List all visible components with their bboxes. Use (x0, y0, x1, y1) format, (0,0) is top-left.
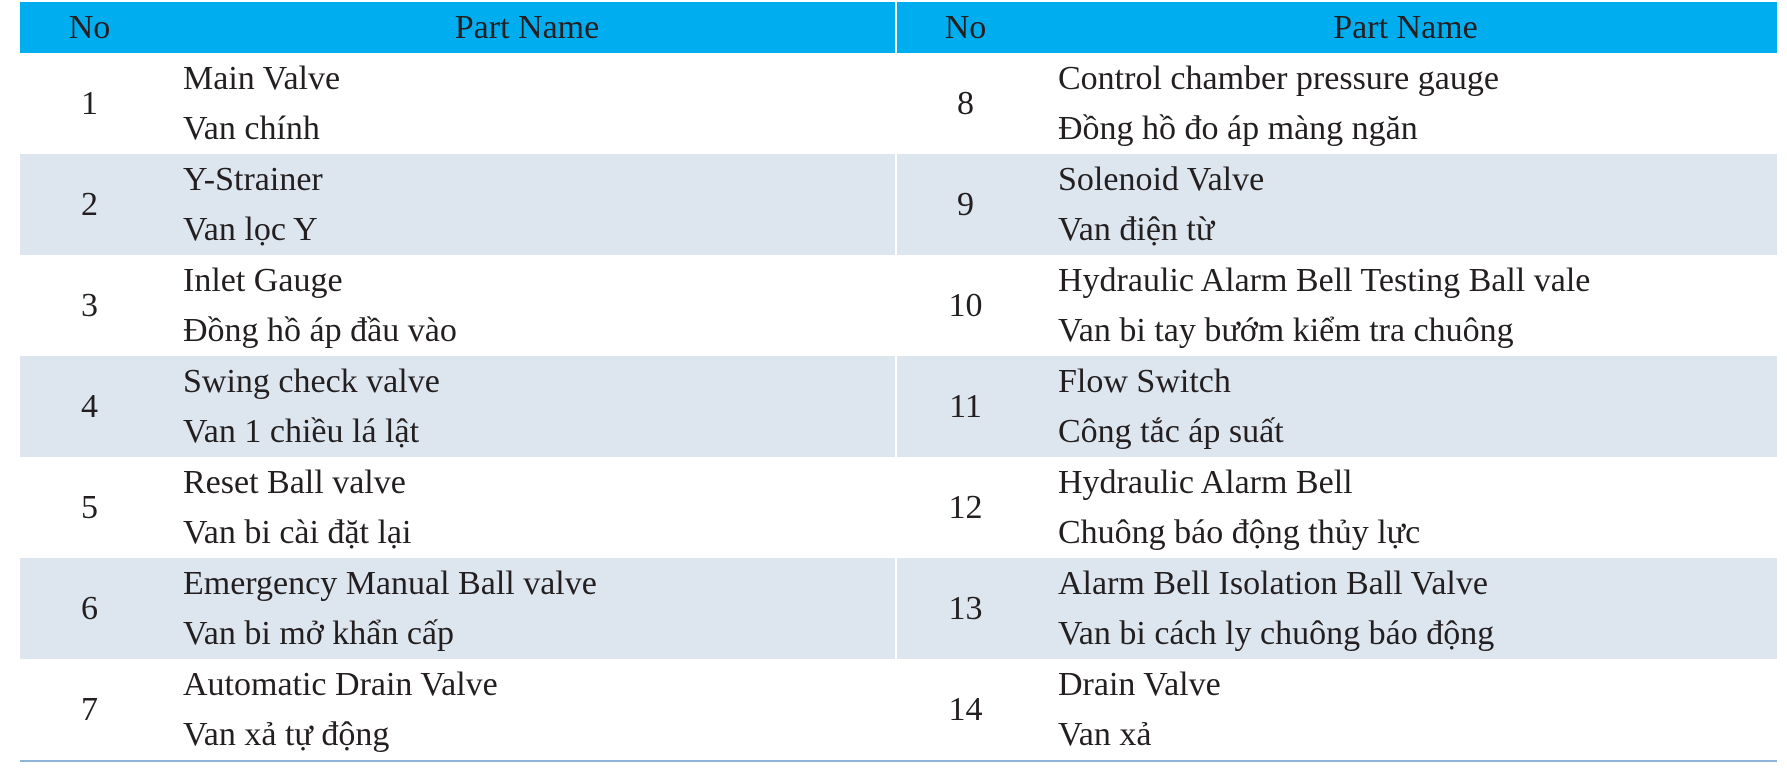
row-number: 5 (81, 488, 98, 526)
part-name-cell (1034, 53, 1777, 154)
header-no-right: No (896, 2, 1034, 53)
parts-table-container (20, 2, 1777, 762)
part-name-vietnamese: Đồng hồ áp đầu vào (183, 311, 457, 349)
part-name-cell (1034, 356, 1777, 457)
row-number: 12 (948, 488, 983, 526)
part-name-cell (159, 255, 896, 356)
part-name-cell (159, 659, 896, 761)
part-name-english: Hydraulic Alarm Bell (1058, 463, 1353, 501)
row-number: 8 (957, 84, 974, 122)
part-name-vietnamese: Van bi cài đặt lại (183, 513, 412, 551)
part-name-vietnamese: Van bi cách ly chuông báo động (1058, 614, 1495, 652)
part-name-english: Y-Strainer (183, 160, 323, 198)
row-number: 10 (948, 286, 983, 324)
part-name-cell (159, 154, 896, 255)
part-name-vietnamese: Van chính (183, 109, 320, 147)
part-name-vietnamese: Van xả tự động (183, 715, 390, 753)
part-name-vietnamese: Van bi tay bướm kiểm tra chuông (1058, 311, 1514, 349)
part-name-vietnamese: Van bi mở khẩn cấp (183, 614, 455, 652)
header-part-name-left: Part Name (159, 2, 896, 53)
part-name-cell (159, 457, 896, 558)
part-name-english: Hydraulic Alarm Bell Testing Ball vale (1058, 261, 1591, 299)
table-row (20, 53, 1777, 154)
part-name-vietnamese: Đồng hồ đo áp màng ngăn (1058, 109, 1418, 147)
parts-table (20, 2, 1777, 762)
table-row (20, 356, 1777, 457)
row-number: 7 (20, 659, 159, 761)
header-no-left: No (20, 2, 159, 53)
header-part-name-right: Part Name (1034, 2, 1777, 53)
part-name-english: Drain Valve (1058, 665, 1221, 703)
row-number: 4 (20, 356, 159, 457)
part-name-cell (1034, 154, 1777, 255)
part-name-vietnamese: Công tắc áp suất (1058, 412, 1284, 450)
part-name-cell (159, 558, 896, 659)
part-name-cell (1034, 255, 1777, 356)
row-number: 1 (81, 84, 98, 122)
part-name-cell (159, 356, 896, 457)
row-number: 6 (20, 558, 159, 659)
part-name-english: Inlet Gauge (183, 261, 343, 299)
table-row (20, 255, 1777, 356)
part-name-english: Flow Switch (1058, 362, 1231, 400)
part-name-cell (1034, 457, 1777, 558)
part-name-english: Automatic Drain Valve (183, 665, 498, 703)
row-number: 9 (896, 154, 1034, 255)
part-name-cell (1034, 558, 1777, 659)
table-row (20, 154, 1777, 255)
part-name-cell (159, 53, 896, 154)
part-name-english: Control chamber pressure gauge (1058, 59, 1499, 97)
part-name-vietnamese: Chuông báo động thủy lực (1058, 513, 1421, 551)
part-name-english: Alarm Bell Isolation Ball Valve (1058, 564, 1488, 602)
table-row (20, 457, 1777, 558)
table-header-row (20, 2, 1777, 53)
table-row (20, 558, 1777, 659)
row-number: 3 (81, 286, 98, 324)
row-number: 2 (20, 154, 159, 255)
part-name-english: Main Valve (183, 59, 341, 97)
part-name-english: Emergency Manual Ball valve (183, 564, 597, 602)
part-name-english: Swing check valve (183, 362, 440, 400)
part-name-vietnamese: Van 1 chiều lá lật (183, 412, 420, 450)
row-number: 13 (896, 558, 1034, 659)
part-name-cell (1034, 659, 1777, 761)
part-name-vietnamese: Van điện từ (1058, 210, 1215, 248)
part-name-vietnamese: Van xả (1058, 715, 1152, 753)
part-name-english: Solenoid Valve (1058, 160, 1265, 198)
part-name-english: Reset Ball valve (183, 463, 406, 501)
table-row (20, 659, 1777, 761)
part-name-vietnamese: Van lọc Y (183, 210, 318, 248)
row-number: 14 (896, 659, 1034, 761)
row-number: 11 (896, 356, 1034, 457)
